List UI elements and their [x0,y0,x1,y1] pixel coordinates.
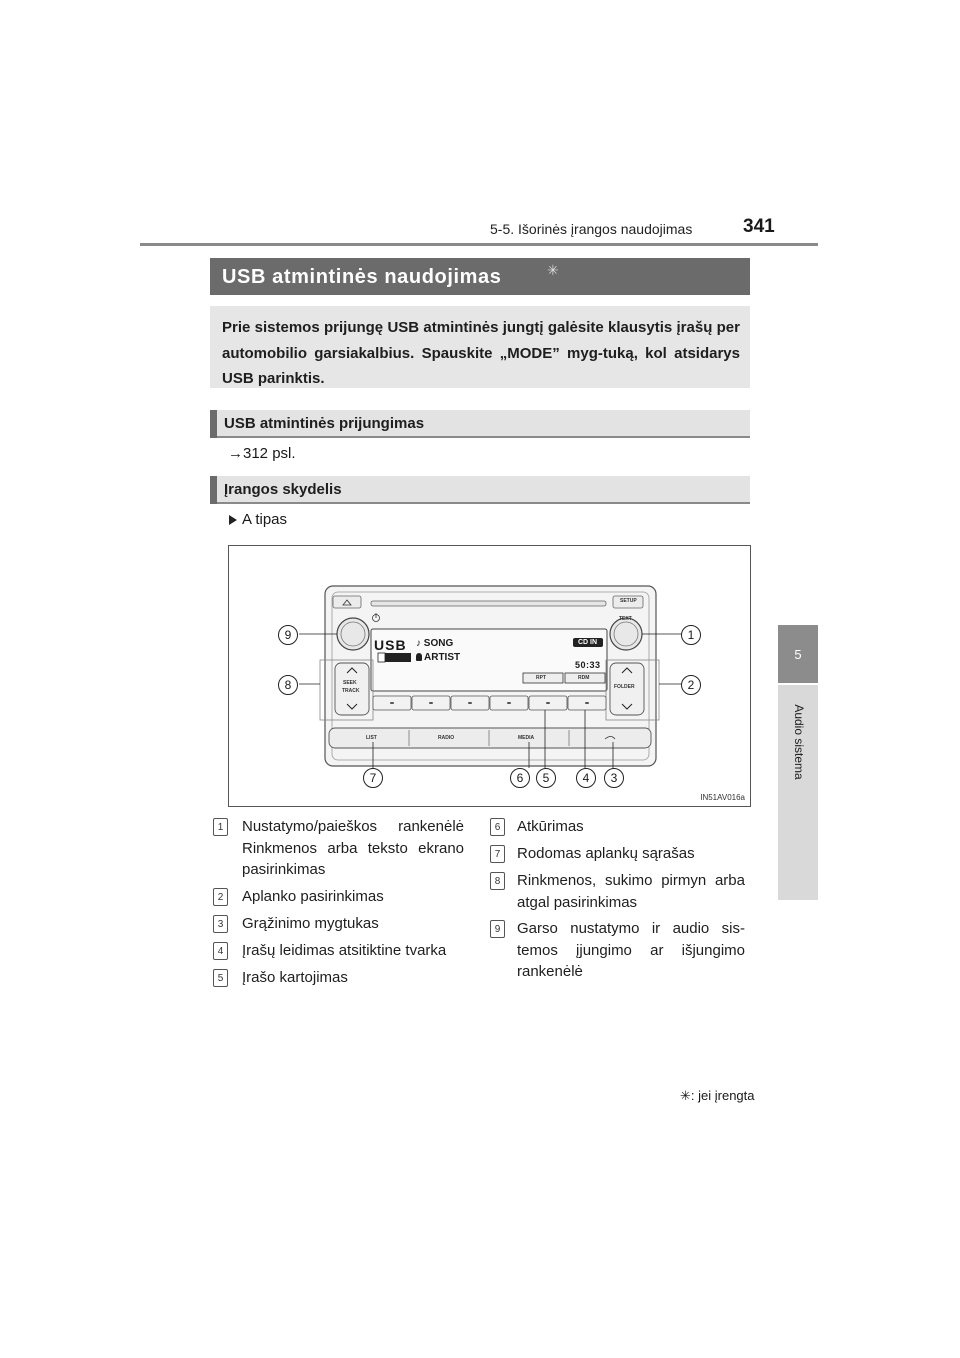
legend-item-3: Grąžinimo mygtukas [242,915,379,932]
callout-9: 9 [278,625,298,645]
callout-5: 5 [536,768,556,788]
track-label: TRACK [342,688,360,694]
legend-number-4: 4 [213,942,228,960]
subheading-panel: Įrangos skydelis [224,481,342,498]
figure-code: IN51AV016a [700,793,745,802]
legend-item-6: Atkūrimas [517,818,584,835]
callout-8: 8 [278,675,298,695]
legend-number-2: 2 [213,888,228,906]
chapter-label: Audio sistema [792,704,806,780]
display-song: ♪ SONG [416,638,454,649]
callout-1: 1 [681,625,701,645]
audio-panel-figure [228,545,751,807]
display-source: USB [374,637,407,653]
audio-panel-drawing [229,546,750,806]
display-time: 50:33 [575,660,601,670]
type-label: A tipas [229,511,287,528]
legend-number-5: 5 [213,969,228,987]
cd-slot [371,601,606,606]
footnote [680,1088,755,1104]
list-button-label: LIST [366,735,377,741]
subheading-marker [210,476,217,504]
display-artist: ARTIST [416,652,460,663]
rpt-label: RPT [536,675,546,681]
section-title: USB atmintinės naudojimas [222,266,502,288]
legend-number-7: 7 [490,845,505,863]
bottom-button-row [329,728,651,748]
intro-text: Prie sistemos prijungę USB atmintinės jungtį galėsite klausytis įrašų per automobilio garsiakalbius. Spauskite „MODE” myg-tuką, kol atsidarys USB parinktis. [222,319,740,387]
subheading-connect: USB atmintinės prijungimas [224,415,425,432]
text-button-label: TEXT [619,616,632,622]
cd-in-indicator: CD IN [578,639,598,646]
rdm-label: RDM [578,675,590,681]
legend-item-5: Įrašo kartojimas [242,969,348,986]
setup-button-label: SETUP [620,598,637,604]
footnote-star-icon: ✳ [680,1088,691,1103]
legend-number-1: 1 [213,818,228,836]
running-header: 5-5. Išorinės įrangos naudojimas [490,221,693,237]
legend-item-8: Rinkmenos, sukimo pirmyn arba atgal pasirinkimas [517,872,745,911]
legend-number-9: 9 [490,920,505,938]
callout-3: 3 [604,768,624,788]
folder-label: FOLDER [614,684,635,690]
radio-button-label: RADIO [438,735,455,741]
section-star-icon: ✳ [547,262,559,278]
callout-2: 2 [681,675,701,695]
legend-item-2: Aplanko pasirinkimas [242,888,384,905]
page-number: 341 [743,216,775,237]
legend-number-3: 3 [213,915,228,933]
legend-number-8: 8 [490,872,505,890]
legend-number-6: 6 [490,818,505,836]
tune-knob [610,618,642,650]
footnote-text: : jei įrengta [690,1088,755,1103]
chapter-number: 5 [794,646,802,662]
legend-item-7: Rodomas aplankų sąrašas [517,845,695,862]
callout-4: 4 [576,768,596,788]
legend-item-4: Įrašų leidimas atsitiktine tvarka [242,942,447,959]
subheading-marker [210,410,217,438]
seek-label: SEEK [343,680,357,686]
person-icon [416,653,422,661]
legend-item-9: Garso nustatymo ir audio sis-temos įjungimo ar išjungimo rankenėlė [517,920,745,980]
legend-item-1: Nustatymo/paieškos rankenėlė Rinkmenos arba teksto ekrano pasirinkimas [242,818,464,878]
media-button-label: MEDIA [518,735,535,741]
callout-7: 7 [363,768,383,788]
header-rule [140,243,818,246]
eject-button [333,596,361,608]
volume-knob [337,618,369,650]
triangle-bullet-icon [229,515,237,525]
page-reference: →312 psl. [228,445,296,462]
callout-6: 6 [510,768,530,788]
